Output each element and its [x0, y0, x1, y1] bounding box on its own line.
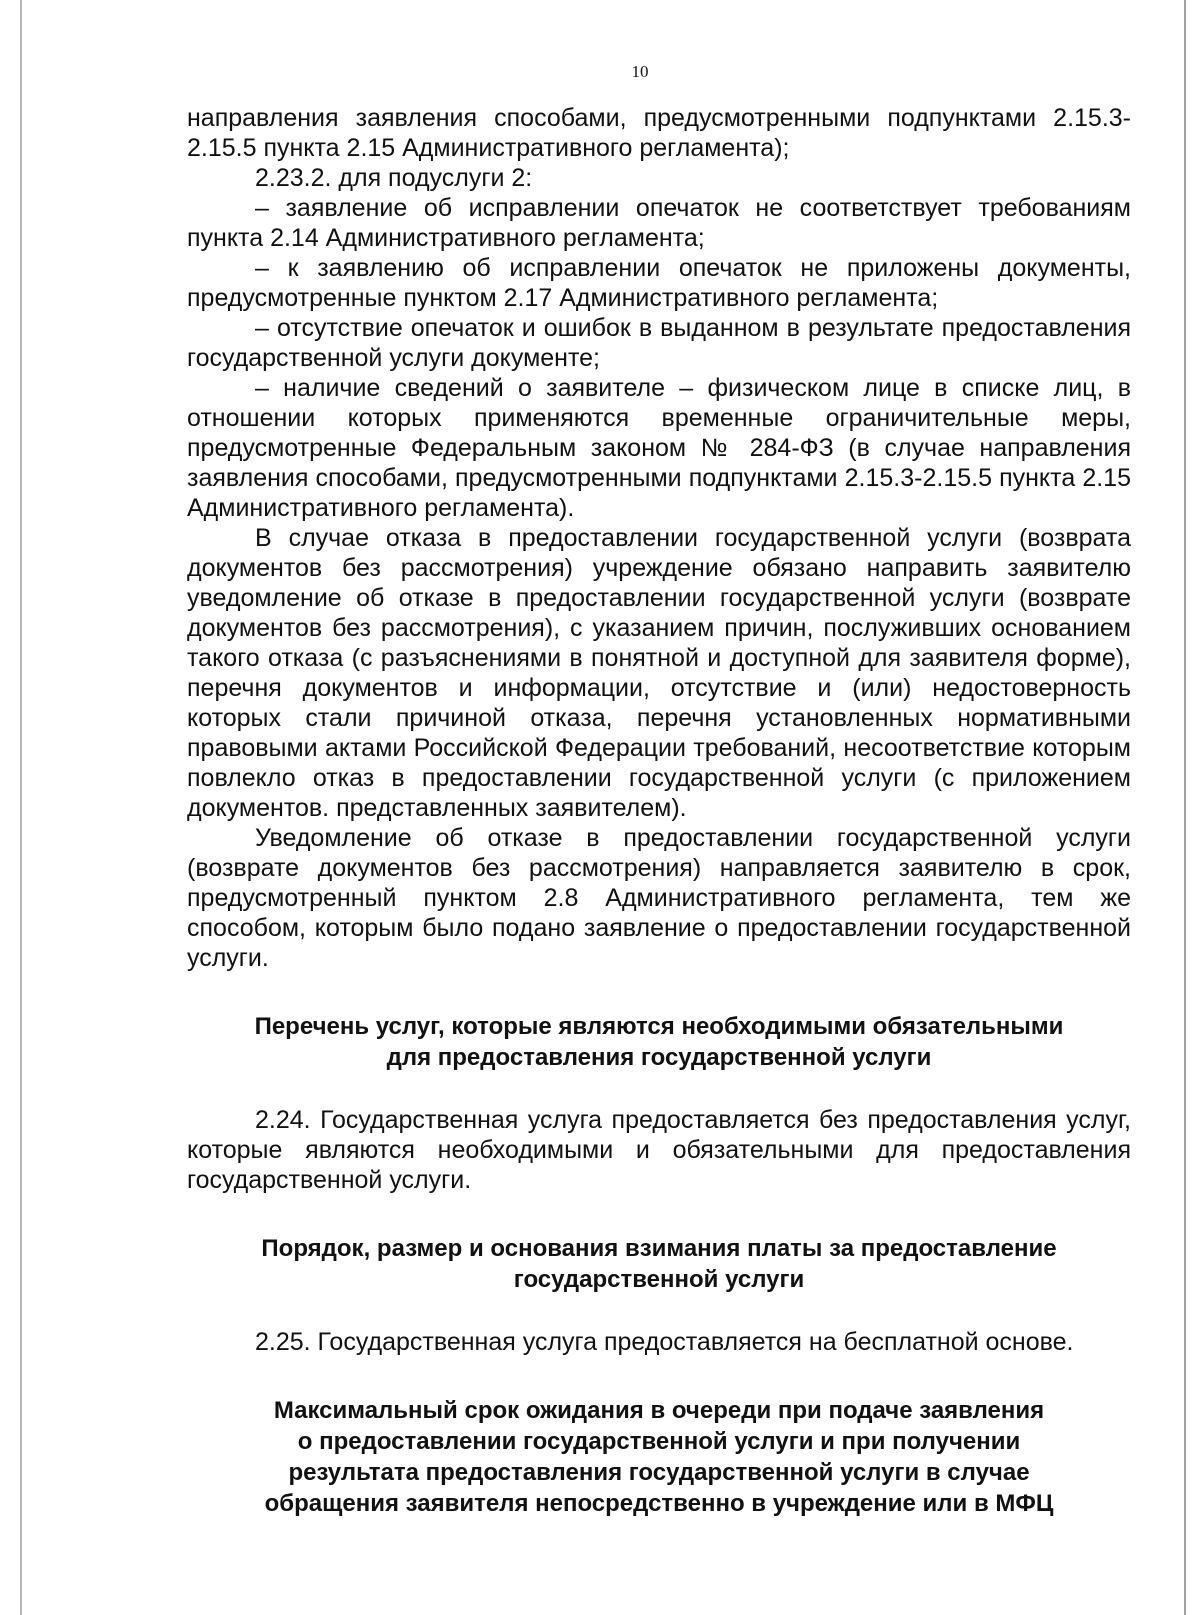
heading-line: Порядок, размер и основания взимания платы за предоставление [261, 1235, 1057, 1262]
heading-line: обращения заявителя непосредственно в учреждение или в МФЦ [264, 1490, 1054, 1517]
section-heading-fee [187, 1233, 1131, 1295]
paragraph-2-25: 2.25. Государственная услуга предоставляется на бесплатной основе. [255, 1328, 1074, 1356]
heading-line: государственной услуги [513, 1266, 805, 1293]
list-item-documents: – к заявлению об исправлении опечаток не приложены документы, предусмотренные пунктом 2.17 Административного регламента; [187, 254, 1131, 312]
section-heading-waiting-time [187, 1395, 1131, 1519]
heading-line: Максимальный срок ожидания в очереди при подаче заявления [273, 1397, 1045, 1424]
page-edge-left [20, 0, 22, 1615]
section-heading-required-services [187, 1011, 1131, 1073]
paragraph-2-23-2: 2.23.2. для подуслуги 2: [255, 164, 533, 192]
paragraph-notification: Уведомление об отказе в предоставлении государственной услуги (возврате документов без рассмотрения) направляется заявителю в срок, предусмотренный пунктом 2.8 Административного регламента, тем же способом, которым было подано заявление о предоставлении государственной услуги. [187, 824, 1131, 972]
page-number: 10 [631, 62, 649, 81]
list-item-restrictive-measures: – наличие сведений о заявителе – физическом лице в списке лиц, в отношении которых применяются временные ограничительные меры, предусмотренные Федеральным законом № 284-ФЗ (в случае направления заявления способами, предусмотренными подпунктами 2.15.3-2.15.5 пункта 2.15 Административного регламента). [187, 374, 1131, 522]
paragraph-2-24: 2.24. Государственная услуга предоставляется без предоставления услуг, которые являются необходимыми и обязательными для предоставления государственной услуги. [187, 1106, 1131, 1194]
list-item-no-errors: – отсутствие опечаток и ошибок в выданном в результате предоставления государственной услуги документе; [187, 314, 1131, 372]
list-item-requirements: – заявление об исправлении опечаток не соответствует требованиям пункта 2.14 Административного регламента; [187, 194, 1131, 252]
paragraph-refusal: В случае отказа в предоставлении государственной услуги (возврата документов без рассмотрения) учреждение обязано направить заявителю уведомление об отказе в предоставлении государственной услуги (возврате документов без рассмотрения), с указанием причин, послуживших основанием такого отказа (с разъяснениями в понятной и доступной для заявителя форме), перечня документов и информации, отсутствие и (или) недостоверность которых стали причиной отказа, перечня установленных нормативными правовыми актами Российской Федерации требований, несоответствие которым повлекло отказ в предоставлении государственной услуги (с приложением документов. представленных заявителем). [187, 524, 1131, 822]
heading-line: о предоставлении государственной услуги и при получении [297, 1428, 1021, 1455]
heading-line: Перечень услуг, которые являются необходимыми обязательными [254, 1013, 1064, 1040]
page-edge-right [1184, 0, 1186, 1615]
heading-line: результата предоставления государственной услуги в случае [288, 1459, 1030, 1486]
paragraph-continuation: направления заявления способами, предусмотренными подпунктами 2.15.3-2.15.5 пункта 2.15 Административного регламента); [187, 104, 1131, 162]
document-body [187, 103, 1131, 1519]
heading-line: для предоставления государственной услуги [386, 1044, 932, 1071]
